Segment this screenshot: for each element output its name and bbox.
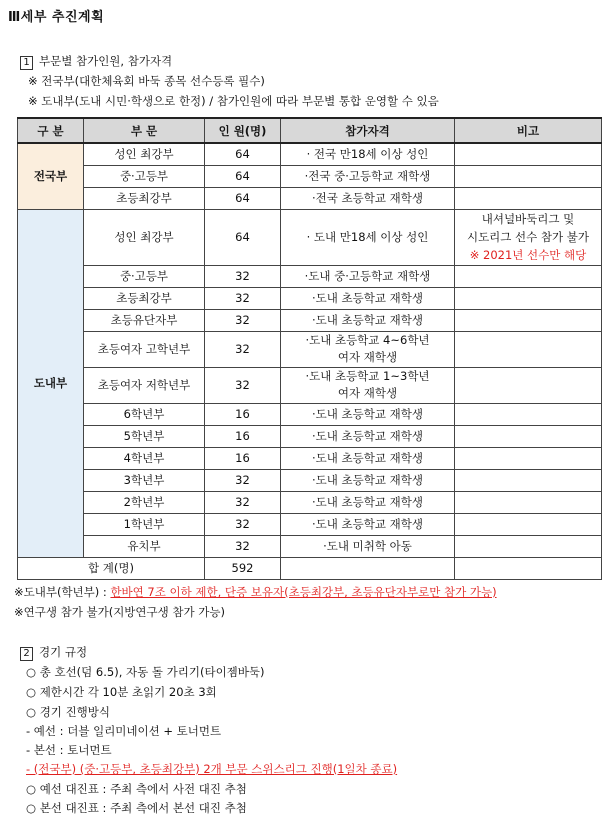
section-number-box: 1 <box>20 56 33 70</box>
qualification-cell: ·도내 초등학교 재학생 <box>281 447 455 469</box>
qualification-cell <box>281 367 455 403</box>
qualification-cell: ·전국 중·고등학교 재학생 <box>281 165 455 187</box>
qualification-line: 여자 재학생 <box>337 386 398 400</box>
division-cell: 2학년부 <box>84 491 205 513</box>
section1-heading-text: 부문별 참가인원, 참가자격 <box>39 54 173 68</box>
count-cell: 32 <box>205 535 281 557</box>
count-cell: 64 <box>205 143 281 165</box>
table-row <box>18 143 602 165</box>
remarks-cell <box>455 287 602 309</box>
note-national: ※ 전국부(대한체육회 바둑 종목 선수등록 필수) <box>28 74 265 88</box>
table-row <box>18 535 602 557</box>
table-header-row <box>18 118 602 143</box>
qualification-cell: ·도내 초등학교 재학생 <box>281 469 455 491</box>
count-cell: 32 <box>205 331 281 367</box>
total-row <box>18 557 602 579</box>
count-cell: 64 <box>205 165 281 187</box>
division-cell: 6학년부 <box>84 403 205 425</box>
rule-item: ○ 경기 진행방식 <box>26 705 110 719</box>
count-cell: 32 <box>205 265 281 287</box>
remarks-cell <box>455 143 602 165</box>
section1-heading <box>20 53 172 70</box>
rule-subitem: - 본선 : 토너먼트 <box>26 743 112 757</box>
total-label: 합 계(명) <box>18 557 205 579</box>
remarks-cell <box>455 165 602 187</box>
division-cell: 초등유단자부 <box>84 309 205 331</box>
table-row <box>18 331 602 367</box>
qualification-line: ·도내 초등학교 4~6학년 <box>305 333 430 347</box>
count-cell: 32 <box>205 367 281 403</box>
division-cell: 5학년부 <box>84 425 205 447</box>
remarks-cell <box>455 469 602 491</box>
division-cell: 성인 최강부 <box>84 143 205 165</box>
section2-heading <box>20 644 87 661</box>
rule-item: ○ 본선 대진표 : 주최 측에서 본선 대진 추첨 <box>26 801 247 815</box>
division-cell: 성인 최강부 <box>84 209 205 265</box>
remarks-cell <box>455 403 602 425</box>
rule-subitem: - 예선 : 더블 일리미네이션 + 토너먼트 <box>26 724 222 738</box>
qualification-cell <box>281 331 455 367</box>
count-cell: 16 <box>205 447 281 469</box>
qualification-cell: ·도내 초등학교 재학생 <box>281 513 455 535</box>
table-row <box>18 447 602 469</box>
division-cell: 초등여자 저학년부 <box>84 367 205 403</box>
table-row <box>18 513 602 535</box>
remarks-cell <box>455 309 602 331</box>
qualification-cell: ·전국 초등학교 재학생 <box>281 187 455 209</box>
rule-item: ○ 예선 대진표 : 주최 측에서 사전 대진 추첨 <box>26 782 247 796</box>
count-cell: 16 <box>205 403 281 425</box>
qualification-line: ·도내 초등학교 1~3학년 <box>305 369 430 383</box>
note-grade-division-prefix: ※도내부(학년부) : <box>14 585 111 599</box>
table-row <box>18 425 602 447</box>
division-cell: 1학년부 <box>84 513 205 535</box>
table-row <box>18 403 602 425</box>
category-national: 전국부 <box>18 143 84 209</box>
qualification-cell: · 도내 만18세 이상 성인 <box>281 209 455 265</box>
division-cell: 유치부 <box>84 535 205 557</box>
division-cell: 초등최강부 <box>84 287 205 309</box>
remarks-cell <box>455 331 602 367</box>
remarks-red-line: ※ 2021년 선수만 해당 <box>469 248 587 262</box>
table-row <box>18 491 602 513</box>
note-trainee: ※연구생 참가 불가(지방연구생 참가 가능) <box>14 605 225 619</box>
qualification-cell: ·도내 초등학교 재학생 <box>281 425 455 447</box>
remarks-line: 시도리그 선수 참가 불가 <box>466 230 590 244</box>
section-number-box: 2 <box>20 647 33 661</box>
note-grade-division <box>14 584 497 600</box>
remarks-cell <box>455 535 602 557</box>
table-row <box>18 265 602 287</box>
header-division: 부 문 <box>84 118 205 143</box>
note-provincial: ※ 도내부(도내 시민·학생으로 한정) / 참가인원에 따라 부문별 통합 운영할 수 있음 <box>28 94 439 108</box>
qualification-cell: ·도내 초등학교 재학생 <box>281 287 455 309</box>
remarks-cell <box>455 209 602 265</box>
table-row <box>18 165 602 187</box>
remarks-cell <box>455 491 602 513</box>
count-cell: 32 <box>205 491 281 513</box>
qualification-cell: · 전국 만18세 이상 성인 <box>281 143 455 165</box>
qualification-cell: ·도내 미취학 아동 <box>281 535 455 557</box>
participants-table <box>17 117 602 580</box>
qualification-cell: ·도내 초등학교 재학생 <box>281 491 455 513</box>
table-row <box>18 367 602 403</box>
remarks-cell <box>455 447 602 469</box>
remarks-cell <box>455 367 602 403</box>
section2-heading-text: 경기 규정 <box>39 645 88 659</box>
rule-item: ○ 총 호선(덤 6.5), 자동 돌 가리기(타이젬바둑) <box>26 665 265 679</box>
header-qualification: 참가자격 <box>281 118 455 143</box>
remarks-line: 내셔널바둑리그 및 <box>481 212 575 226</box>
table-row <box>18 309 602 331</box>
count-cell: 64 <box>205 209 281 265</box>
remarks-cell <box>455 265 602 287</box>
division-cell: 초등여자 고학년부 <box>84 331 205 367</box>
division-cell: 3학년부 <box>84 469 205 491</box>
total-empty-cell <box>281 557 455 579</box>
remarks-cell <box>455 513 602 535</box>
category-provincial: 도내부 <box>18 209 84 557</box>
table-row <box>18 469 602 491</box>
count-cell: 32 <box>205 513 281 535</box>
header-remarks: 비고 <box>455 118 602 143</box>
qualification-cell: ·도내 초등학교 재학생 <box>281 403 455 425</box>
qualification-cell: ·도내 초등학교 재학생 <box>281 309 455 331</box>
count-cell: 16 <box>205 425 281 447</box>
count-cell: 32 <box>205 469 281 491</box>
total-empty-cell <box>455 557 602 579</box>
header-count: 인 원(명) <box>205 118 281 143</box>
count-cell: 64 <box>205 187 281 209</box>
division-cell: 중·고등부 <box>84 165 205 187</box>
page-title: Ⅲ세부 추진계획 <box>8 10 105 25</box>
table-row <box>18 187 602 209</box>
header-category: 구 분 <box>18 118 84 143</box>
qualification-line: 여자 재학생 <box>337 350 398 364</box>
division-cell: 4학년부 <box>84 447 205 469</box>
remarks-cell <box>455 187 602 209</box>
division-cell: 초등최강부 <box>84 187 205 209</box>
table-row <box>18 287 602 309</box>
rule-item: ○ 제한시간 각 10분 초읽기 20초 3회 <box>26 685 217 699</box>
qualification-cell: ·도내 중·고등학교 재학생 <box>281 265 455 287</box>
rule-subitem-red: - (전국부) (중·고등부, 초등최강부) 2개 부문 스위스리그 진행(1일차 종료) <box>26 762 398 776</box>
count-cell: 32 <box>205 287 281 309</box>
division-cell: 중·고등부 <box>84 265 205 287</box>
count-cell: 32 <box>205 309 281 331</box>
remarks-cell <box>455 425 602 447</box>
total-value: 592 <box>205 557 281 579</box>
table-row <box>18 209 602 265</box>
note-grade-division-red: 한바연 7조 이하 제한, 단증 보유자(초등최강부, 초등유단자부로만 참가 가능) <box>110 585 497 599</box>
